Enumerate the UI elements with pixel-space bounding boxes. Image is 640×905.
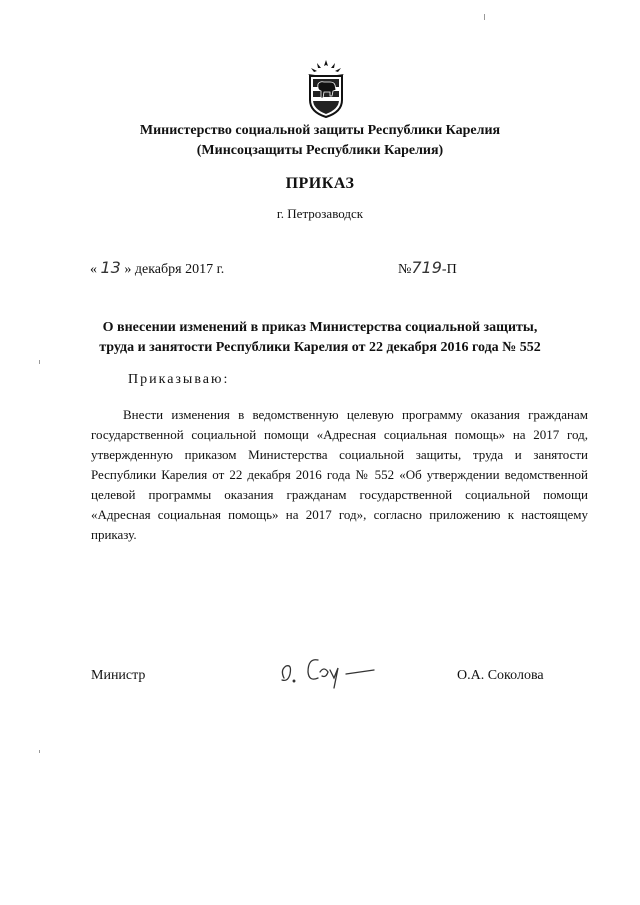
subject-line-2: труда и занятости Республики Карелия от 22 декабря 2016 года № 552 bbox=[99, 340, 541, 355]
number-handwritten: 719 bbox=[411, 258, 442, 277]
signatory-name: О.А. Соколова bbox=[457, 668, 544, 683]
number-suffix: -П bbox=[441, 262, 457, 277]
coat-of-arms-emblem bbox=[306, 60, 346, 118]
subject-line-1: О внесении изменений в приказ Министерства социальной защиты, bbox=[102, 320, 538, 335]
date-open-quote: « bbox=[90, 262, 97, 277]
directive-heading: Приказываю: bbox=[128, 372, 230, 387]
document-date bbox=[90, 258, 224, 278]
scan-mark bbox=[484, 14, 485, 20]
document-body: Внести изменения в ведомственную целевую программу оказания гражданам государственной социальной помощи «Адресная социальная помощь» на 2017 год, утвержденную приказом Министерства социальной защиты, труда и занятости Республики Карелия от 22 декабря 2016 года № 552 «Об утверждении ведомственной целевой программы оказания гражданам государственной социальной помощи «Адресная социальная помощь» на 2017 год», согласно приложению к настоящему приказу. bbox=[91, 407, 588, 542]
handwritten-signature bbox=[278, 648, 388, 692]
number-sign: № bbox=[398, 262, 412, 277]
document-number bbox=[398, 258, 457, 278]
scan-mark bbox=[39, 360, 40, 364]
document-subject bbox=[60, 318, 580, 358]
date-month-year: » декабря 2017 г. bbox=[124, 262, 225, 277]
date-day-handwritten: 13 bbox=[100, 258, 121, 277]
signatory-role: Министр bbox=[91, 668, 146, 683]
ministry-name: Министерство социальной защиты Республики Карелия bbox=[139, 123, 501, 138]
document-city: г. Петрозаводск bbox=[276, 206, 364, 221]
document-type-title: ПРИКАЗ bbox=[285, 175, 355, 192]
scan-mark bbox=[39, 750, 40, 753]
ministry-short-name: (Минсоцзащиты Республики Карелия) bbox=[196, 143, 444, 158]
